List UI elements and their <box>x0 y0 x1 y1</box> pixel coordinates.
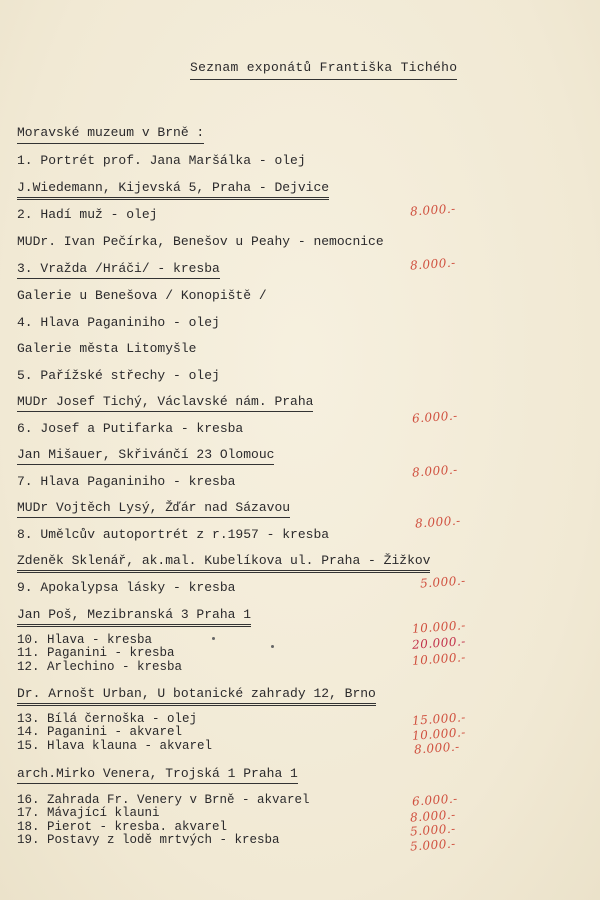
document-title: Seznam exponátů Františka Tichého <box>190 60 457 80</box>
list-item: 9. Apokalypsa lásky - kresba <box>17 580 236 595</box>
list-item: 16. Zahrada Fr. Venery v Brně - akvarel <box>17 793 310 807</box>
list-item: 7. Hlava Paganiniho - kresba <box>17 474 236 489</box>
price-annotation: 8.000.- <box>413 739 461 757</box>
owner-line: J.Wiedemann, Kijevská 5, Praha - Dejvice <box>17 180 329 200</box>
item-group <box>17 713 212 753</box>
ink-dot <box>212 637 215 640</box>
list-item: 15. Hlava klauna - akvarel <box>17 738 213 753</box>
owner-line: Galerie u Benešova / Konopiště / <box>17 288 267 303</box>
list-item: 2. Hadí muž - olej <box>17 207 158 222</box>
price-annotation: 15.000.- <box>411 710 467 728</box>
list-item: 8. Umělcův autoportrét z r.1957 - kresba <box>17 527 330 542</box>
list-item: 19. Postavy z lodě mrtvých - kresba <box>17 832 280 847</box>
owner-line: Jan Poš, Mezibranská 3 Praha 1 <box>17 607 251 627</box>
list-item: 10. Hlava - kresba <box>17 633 153 647</box>
list-item: 6. Josef a Putifarka - kresba <box>17 421 244 436</box>
price-annotation: 10.000.- <box>411 618 467 636</box>
price-annotation: 8.000.- <box>409 807 457 825</box>
owner-line: Zdeněk Sklenář, ak.mal. Kubelíkova ul. Praha - Žižkov <box>17 553 430 573</box>
owner-line: Dr. Arnošt Urban, U botanické zahrady 12, Brno <box>17 686 376 706</box>
owner-line: Galerie města Litomyšle <box>17 341 197 356</box>
item-group <box>17 794 310 847</box>
price-annotation: 5.000.- <box>409 821 457 839</box>
price-annotation: 6.000.- <box>411 408 459 426</box>
owner-line: MUDr Josef Tichý, Václavské nám. Praha <box>17 394 313 412</box>
list-item: 12. Arlechino - kresba <box>17 659 183 674</box>
price-annotation: 10.000.- <box>411 725 467 743</box>
price-annotation: 8.000.- <box>411 462 459 480</box>
price-annotation: 5.000.- <box>419 573 467 591</box>
list-item: 17. Mávající klauni <box>17 806 160 821</box>
list-item: 5. Pařížské střechy - olej <box>17 368 220 383</box>
list-item: 1. Portrét prof. Jana Maršálka - olej <box>17 153 306 168</box>
list-item: 4. Hlava Paganiniho - olej <box>17 315 220 330</box>
price-annotation: 8.000.- <box>409 255 457 273</box>
list-item: 3. Vražda /Hráči/ - kresba <box>17 261 220 279</box>
owner-line: MUDr Vojtěch Lysý, Žďár nad Sázavou <box>17 500 290 518</box>
list-item: 14. Paganini - akvarel <box>17 725 183 740</box>
owner-line: arch.Mirko Venera, Trojská 1 Praha 1 <box>17 766 298 784</box>
item-group <box>17 634 182 674</box>
price-annotation: 8.000.- <box>414 513 462 531</box>
list-item: 13. Bílá černoška - olej <box>17 712 198 726</box>
ink-dot <box>271 645 274 648</box>
section-heading: Moravské muzeum v Brně : <box>17 125 204 144</box>
owner-line: Jan Mišauer, Skřivánčí 23 Olomouc <box>17 447 274 465</box>
owner-line: MUDr. Ivan Pečírka, Benešov u Peahy - nemocnice <box>17 234 384 249</box>
price-annotation: 6.000.- <box>411 791 459 809</box>
price-annotation: 8.000.- <box>409 201 457 219</box>
price-annotation: 5.000.- <box>409 836 457 854</box>
list-item: 18. Pierot - kresba. akvarel <box>17 819 228 834</box>
price-annotation: 20.000.- <box>411 634 467 652</box>
price-annotation: 10.000.- <box>411 650 467 668</box>
list-item: 11. Paganini - kresba <box>17 646 175 661</box>
